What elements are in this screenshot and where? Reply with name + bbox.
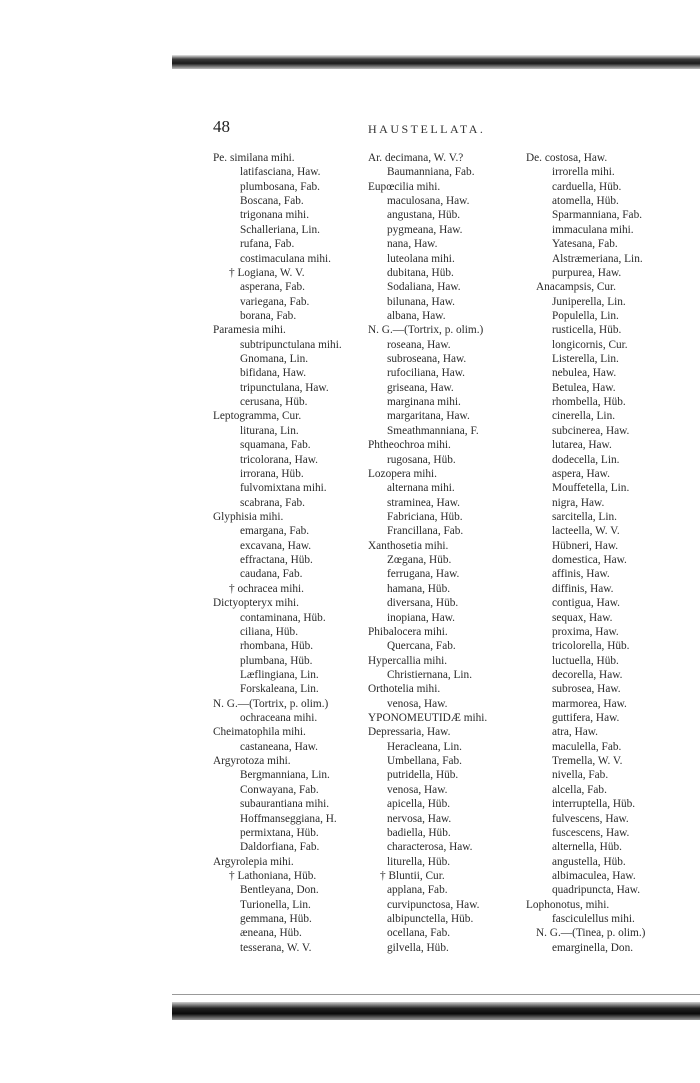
index-entry: Forskaleana, Lin. [240,683,319,696]
index-entry: subrosea, Haw. [552,683,621,696]
index-entry: cinerella, Lin. [552,410,616,423]
index-entry: Phtheochroa mihi. [368,439,451,452]
index-entry: tricolorana, Haw. [240,453,318,466]
index-entry: marginana mihi. [387,396,461,409]
index-entry: roseana, Haw. [387,338,451,351]
index-entry: Glyphisia mihi. [213,510,284,523]
index-entry: gemmana, Hüb. [240,913,312,926]
index-entry: fasciculellus mihi. [552,913,635,926]
index-entry: atra, Haw. [552,726,598,739]
index-entry: Orthotelia mihi. [368,683,441,696]
index-entry: N. G.—(Tortrix, p. olim.) [368,324,484,337]
index-entry: † ochracea mihi. [229,582,304,595]
index-entry: Dictyopteryx mihi. [213,597,299,610]
index-entry: rufana, Fab. [240,238,295,251]
index-entry: tricolorella, Hüb. [552,640,630,653]
index-entry: venosa, Haw. [387,697,448,710]
index-entry: bilunana, Haw. [387,295,455,308]
index-entry: luctuella, Hüb. [552,654,619,667]
index-entry: Smeathmanniana, F. [387,424,479,437]
index-entry: Eupœcilia mihi. [368,180,441,193]
index-entry: straminea, Haw. [387,496,460,509]
column-2 [368,151,526,955]
index-entry: Bergmanniana, Lin. [240,769,330,782]
index-entry: dodecella, Lin. [552,453,620,466]
index-entry: maculella, Fab. [552,740,622,753]
index-entry: Schalleriana, Lin. [240,223,320,236]
index-entry: albana, Haw. [387,309,446,322]
index-entry: Hypercallia mihi. [368,654,448,667]
index-entry: Quercana, Fab. [387,640,456,653]
index-entry: Leptogramma, Cur. [213,410,302,423]
index-entry: luteolana mihi. [387,252,455,265]
index-entry: Betulea, Haw. [552,381,616,394]
index-entry: Listerella, Lin. [552,353,619,366]
index-entry: irrorana, Hüb. [240,467,304,480]
index-entry: angustella, Hüb. [552,855,626,868]
index-entry: angustana, Hüb. [387,209,461,222]
index-entry: nervosa, Haw. [387,812,452,825]
index-entry: Turionella, Lin. [240,898,311,911]
index-entry: Christiernana, Lin. [387,668,473,681]
index-entry: carduella, Hüb. [552,180,622,193]
index-entry: griseana, Haw. [387,381,454,394]
column-1 [213,151,363,955]
index-entry: subroseana, Haw. [387,353,467,366]
index-entry: nana, Haw. [387,238,438,251]
index-entry: Alstræmeriana, Lin. [552,252,643,265]
index-entry: squamana, Fab. [240,439,311,452]
index-entry: Lozopera mihi. [368,467,438,480]
index-entry: Xanthosetia mihi. [368,539,449,552]
index-entry: Zœgana, Hüb. [387,554,452,567]
index-entry: scabrana, Fab. [240,496,305,509]
index-entry: Lophonotus, mihi. [526,898,610,911]
index-entry: hamana, Hüb. [387,582,451,595]
index-entry: Umbellana, Fab. [387,755,462,768]
index-entry: variegana, Fab. [240,295,310,308]
index-entry: longicornis, Cur. [552,338,628,351]
index-entry: Juniperella, Lin. [552,295,626,308]
index-entry: albimaculea, Haw. [552,869,636,882]
index-entry: Gnomana, Lin. [240,353,309,366]
index-entry: proxima, Haw. [552,625,619,638]
index-entry: nigra, Haw. [552,496,605,509]
index-entry: Mouffetella, Lin. [552,482,630,495]
index-entry: atomella, Hüb. [552,195,619,208]
index-entry: Anacampsis, Cur. [536,281,617,294]
index-entry: Heracleana, Lin. [387,740,462,753]
index-entry: N. G.—(Tinea, p. olim.) [536,927,646,940]
index-entry: cerusana, Hüb. [240,396,308,409]
index-entry: contigua, Haw. [552,597,620,610]
index-entry: liturella, Hüb. [387,855,451,868]
index-entry: purpurea, Haw. [552,266,622,279]
index-entry: subtripunctulana mihi. [240,338,342,351]
index-entry: Baumanniana, Fab. [387,166,475,179]
index-entry: subaurantiana mihi. [240,798,330,811]
index-entry: plumbana, Hüb. [240,654,313,667]
index-entry: rusticella, Hüb. [552,324,622,337]
index-entry: subcinerea, Haw. [552,424,630,437]
index-entry: ochraceana mihi. [240,712,318,725]
index-entry: nebulea, Haw. [552,367,617,380]
scan-edge-top [172,55,700,69]
index-entry: albipunctella, Hüb. [387,913,474,926]
index-entry: rugosana, Hüb. [387,453,456,466]
index-entry: bifidana, Haw. [240,367,307,380]
index-entry: rhombella, Hüb. [552,396,626,409]
index-entry: Sodaliana, Haw. [387,281,461,294]
index-entry: Bentleyana, Don. [240,884,319,897]
index-entry: alternana mihi. [387,482,455,495]
index-entry: Argyrolepia mihi. [213,855,294,868]
index-entry: margaritana, Haw. [387,410,470,423]
index-entry: emarginella, Don. [552,941,634,954]
index-entry: dubitana, Hüb. [387,266,454,279]
index-entry: borana, Fab. [240,309,297,322]
index-entry: lutarea, Haw. [552,439,612,452]
page-header [213,117,653,139]
index-entry: æneana, Hüb. [240,927,302,940]
index-entry: aspera, Haw. [552,467,610,480]
index-entry: Cheimatophila mihi. [213,726,306,739]
index-entry: Francillana, Fab. [387,525,464,538]
index-entry: latifasciana, Haw. [240,166,321,179]
index-entry: ferrugana, Haw. [387,568,460,581]
scan-edge-bottom [172,1002,700,1020]
index-entry: Tremella, W. V. [552,755,623,768]
index-entry: nivella, Fab. [552,769,609,782]
index-entry: fulvescens, Haw. [552,812,629,825]
index-entry: excavana, Haw. [240,539,312,552]
index-entry: † Logiana, W. V. [229,266,305,279]
index-entry: caudana, Fab. [240,568,303,581]
index-entry: putridella, Hüb. [387,769,459,782]
index-entry: Hübneri, Haw. [552,539,619,552]
index-entry: tripunctulana, Haw. [240,381,329,394]
index-entry: liturana, Lin. [240,424,299,437]
index-entry: applana, Fab. [387,884,448,897]
index-entry: emargana, Fab. [240,525,310,538]
index-entry: quadripuncta, Haw. [552,884,641,897]
scan-line-bottom [172,994,700,995]
index-entry: lacteella, W. V. [552,525,620,538]
index-entry: guttifera, Haw. [552,712,620,725]
index-entry: alcella, Fab. [552,783,607,796]
index-entry: Paramesia mihi. [213,324,286,337]
index-entry: diversana, Hüb. [387,597,459,610]
index-entry: interruptella, Hüb. [552,798,636,811]
index-entry: marmorea, Haw. [552,697,627,710]
index-entry: fuscescens, Haw. [552,826,630,839]
index-entry: YPONOMEUTIDÆ mihi. [368,712,488,725]
index-entry: Depressaria, Haw. [368,726,451,739]
index-entry: plumbosana, Fab. [240,180,321,193]
index-entry: † Lathoniana, Hüb. [229,869,317,882]
index-entry: Ar. decimana, W. V.? [368,152,464,164]
index-entry: venosa, Haw. [387,783,448,796]
index-entry: fulvomixtana mihi. [240,482,327,495]
index-entry: sequax, Haw. [552,611,613,624]
index-entry: sarcitella, Lin. [552,510,617,523]
index-entry: Læflingiana, Lin. [240,668,319,681]
column-3 [526,151,676,955]
index-entry: castaneana, Haw. [240,740,318,753]
page-number: 48 [213,117,230,136]
index-entry: pygmeana, Haw. [387,223,463,236]
index-entry: Fabriciana, Hüb. [387,510,463,523]
index-entry: apicella, Hüb. [387,798,451,811]
index-entry: diffinis, Haw. [552,582,614,595]
index-entry: decorella, Haw. [552,668,623,681]
index-entry: † Bluntii, Cur. [380,869,445,882]
index-entry: Populella, Lin. [552,309,619,322]
index-entry: contaminana, Hüb. [240,611,326,624]
index-entry: immaculana mihi. [552,223,634,236]
index-entry: Phibalocera mihi. [368,625,448,638]
running-head: HAUSTELLATA. [368,122,486,136]
index-entry: rufociliana, Haw. [387,367,465,380]
index-entry: N. G.—(Tortrix, p. olim.) [213,697,329,710]
index-entry: Boscana, Fab. [240,195,304,208]
index-entry: Sparmanniana, Fab. [552,209,643,222]
index-entry: ocellana, Fab. [387,927,451,940]
index-entry: maculosana, Haw. [387,195,470,208]
index-entry: asperana, Fab. [240,281,305,294]
index-entry: trigonana mihi. [240,209,310,222]
index-entry: Conwayana, Fab. [240,783,319,796]
index-entry: De. costosa, Haw. [526,152,608,164]
index-entry: domestica, Haw. [552,554,627,567]
index-entry: characterosa, Haw. [387,841,473,854]
index-entry: permixtana, Hüb. [240,826,319,839]
index-entry: Hoffmanseggiana, H. [240,812,337,825]
index-entry: rhombana, Hüb. [240,640,314,653]
index-entry: affinis, Haw. [552,568,610,581]
index-entry: inopiana, Haw. [387,611,455,624]
index-entry: costimaculana mihi. [240,252,331,265]
index-entry: Argyrotoza mihi. [213,755,291,768]
index-entry: tesserana, W. V. [240,941,312,954]
index-entry: effractana, Hüb. [240,554,313,567]
index-entry: curvipunctosa, Haw. [387,898,480,911]
index-entry: ciliana, Hüb. [240,625,299,638]
index-entry: gilvella, Hüb. [387,941,449,954]
index-entry: irrorella mihi. [552,166,615,179]
index-entry: Yatesana, Fab. [552,238,618,251]
index-entry: badiella, Hüb. [387,826,451,839]
index-entry: Daldorfiana, Fab. [240,841,320,854]
index-entry: alternella, Hüb. [552,841,622,854]
index-entry: Pe. similana mihi. [213,152,295,164]
